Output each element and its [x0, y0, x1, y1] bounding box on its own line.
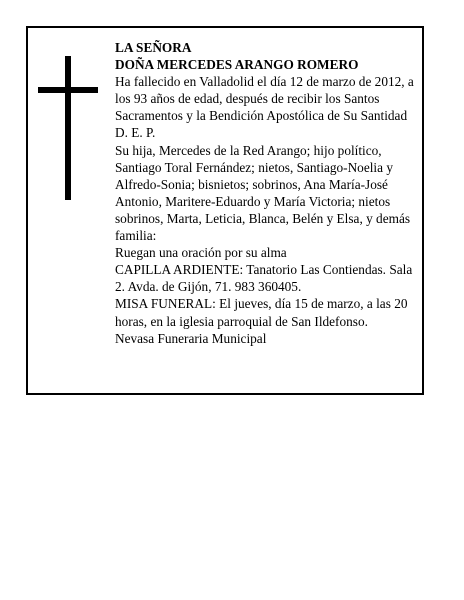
- chapel-info: CAPILLA ARDIENTE: Tanatorio Las Contiendas. Sala 2. Avda. de Gijón, 71. 983 360405.: [115, 262, 413, 295]
- funeral-home: Nevasa Funeraria Municipal: [115, 330, 267, 346]
- prayer-request: Ruegan una oración por su alma: [115, 245, 287, 261]
- death-statement: Ha fallecido en Valladolid el día 12 de marzo de 2012, a los 93 años de edad, después de recibir los Santos Sacramentos y la Bendición Apostólica de Su Santidad D. E. P.: [115, 74, 414, 141]
- cross-horizontal-bar: [38, 87, 98, 93]
- deceased-name: DOÑA MERCEDES ARANGO ROMERO: [115, 57, 359, 73]
- family-list: Su hija, Mercedes de la Red Arango; hijo político, Santiago Toral Fernández; nietos, Santiago-Noelia y Alfredo-Sonia; bisnietos; sobrinos, Ana María-José Antonio, Maritere-Eduardo y María Victoria; nietos sobrinos, Marta, Leticia, Blanca, Belén y Elsa, y demás familia:: [115, 142, 411, 244]
- notice-body: [115, 39, 420, 347]
- obituary-notice: [26, 26, 424, 395]
- cross-vertical-bar: [65, 56, 71, 200]
- funeral-mass-info: MISA FUNERAL: El jueves, día 15 de marzo, a las 20 horas, en la iglesia parroquial de San Ildefonso.: [115, 296, 408, 329]
- notice-heading-title: LA SEÑORA: [115, 40, 192, 55]
- cross-icon: [38, 56, 98, 200]
